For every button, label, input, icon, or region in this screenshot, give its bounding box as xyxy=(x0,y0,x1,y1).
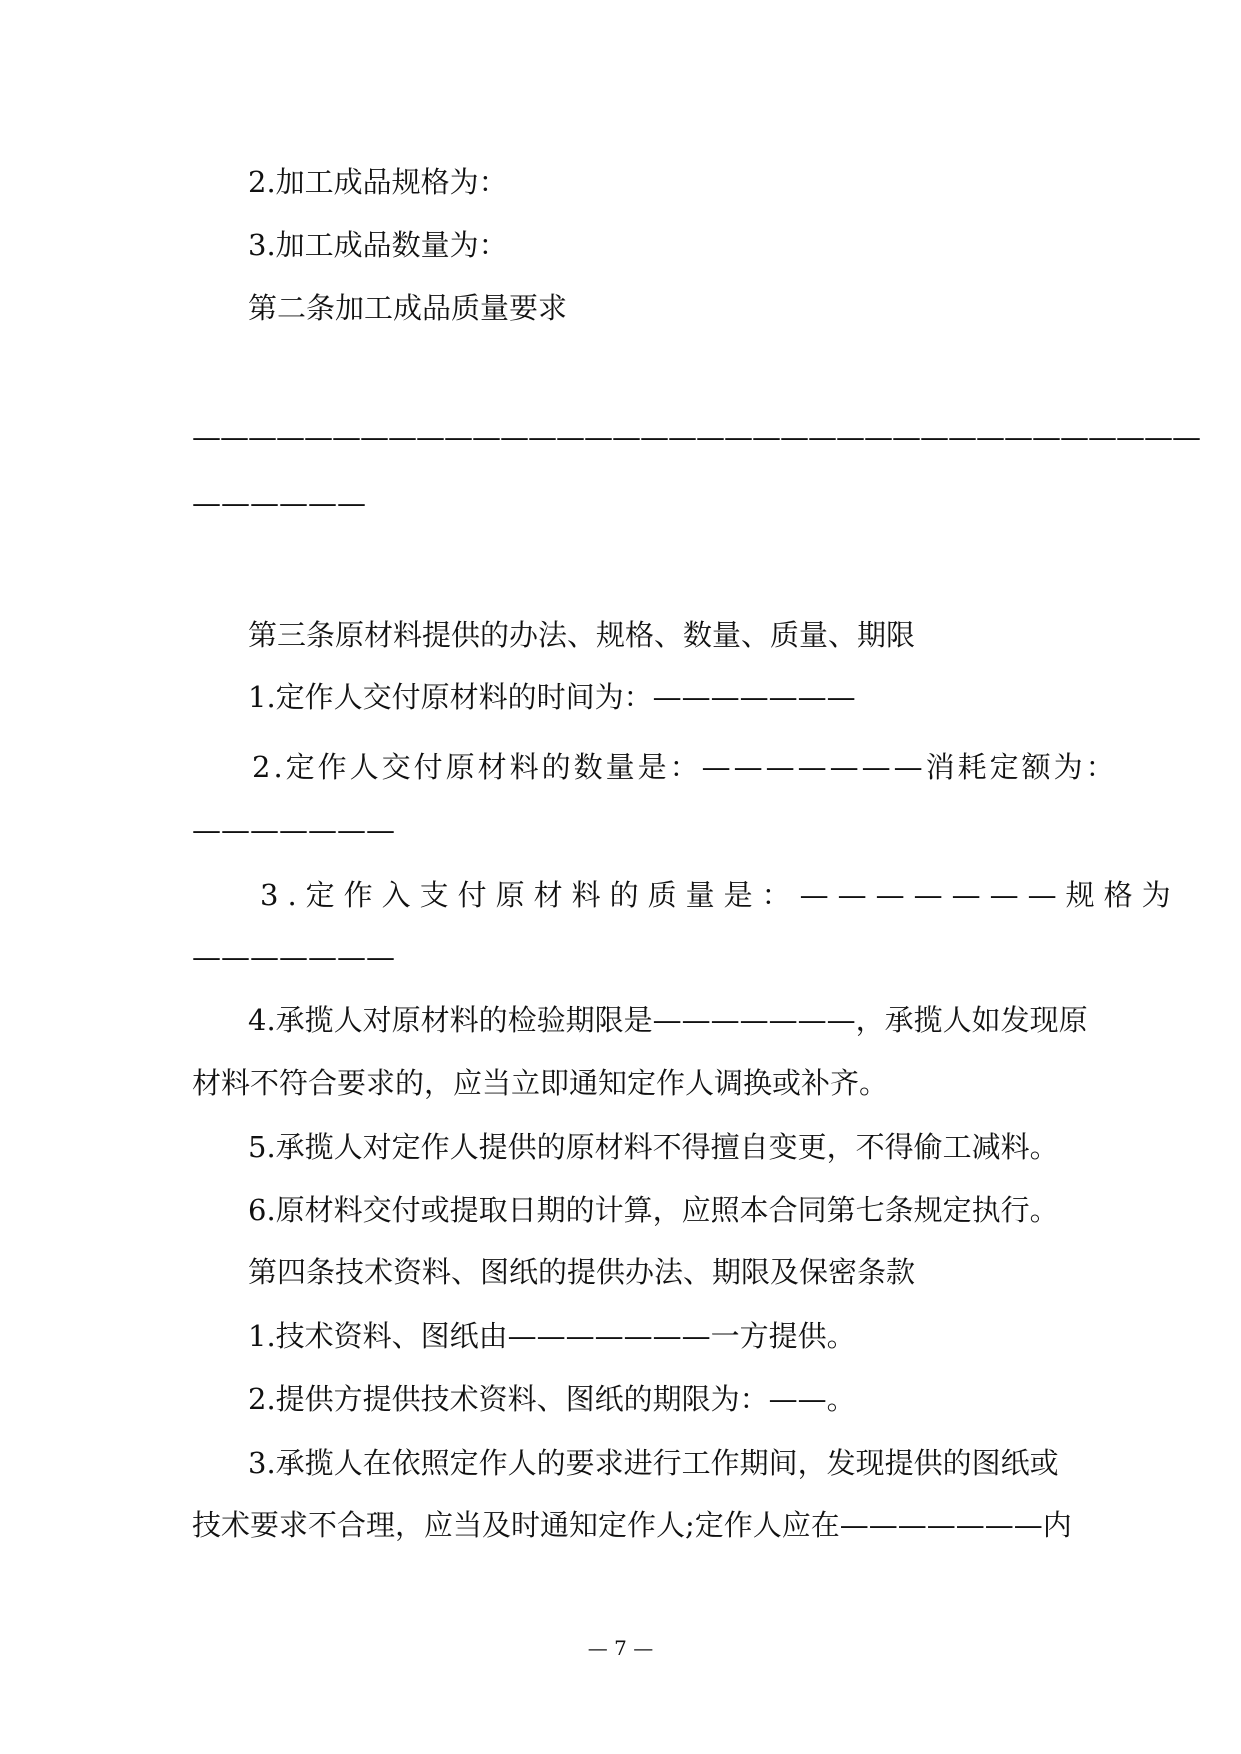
item-5-no-change: 5.承揽人对定作人提供的原材料不得擅自变更，不得偷工减料。 xyxy=(248,1130,1059,1164)
item-2-spec: 2.加工成品规格为： xyxy=(248,165,508,199)
item-3-requirements: 3.承揽人在依照定作人的要求进行工作期间，发现提供的图纸或 xyxy=(248,1446,1059,1480)
item-2-delivery-quantity-text: 2.定作人交付原材料的数量是：———————消耗定额为： xyxy=(252,750,1118,784)
item-3-quantity: 3.加工成品数量为： xyxy=(248,228,508,262)
blank-line-consumption: ——————— xyxy=(192,813,395,847)
item-6-date-calculation: 6.原材料交付或提取日期的计算，应照本合同第七条规定执行。 xyxy=(248,1193,1059,1227)
item-4-inspection-period: 4.承揽人对原材料的检验期限是———————，承揽人如发现原 xyxy=(248,1003,1088,1037)
item-1-delivery-time: 1.定作人交付原材料的时间为：——————— xyxy=(248,680,856,714)
blank-line-short: —————— xyxy=(192,486,366,520)
blank-line-spec: ——————— xyxy=(192,940,395,974)
article-4-heading: 第四条技术资料、图纸的提供办法、期限及保密条款 xyxy=(248,1255,916,1289)
article-2-heading: 第二条加工成品质量要求 xyxy=(248,291,568,325)
item-2-delivery-quantity xyxy=(252,745,1118,789)
item-2-tech-docs-period: 2.提供方提供技术资料、图纸的期限为：——。 xyxy=(248,1382,856,1416)
blank-line-long: ———————————————————————————————————— xyxy=(192,420,1200,454)
page-number: — 7 — xyxy=(587,1636,654,1660)
item-3-continuation: 技术要求不合理，应当及时通知定作人;定作人应在———————内 xyxy=(192,1508,1072,1542)
item-3-material-quality: 3.定作入支付原材料的质量是：———————规格为 xyxy=(260,878,1180,912)
item-1-tech-docs: 1.技术资料、图纸由———————一方提供。 xyxy=(248,1319,856,1353)
item-4-continuation: 材料不符合要求的，应当立即通知定作人调换或补齐。 xyxy=(192,1066,889,1100)
article-3-heading: 第三条原材料提供的办法、规格、数量、质量、期限 xyxy=(248,618,916,652)
